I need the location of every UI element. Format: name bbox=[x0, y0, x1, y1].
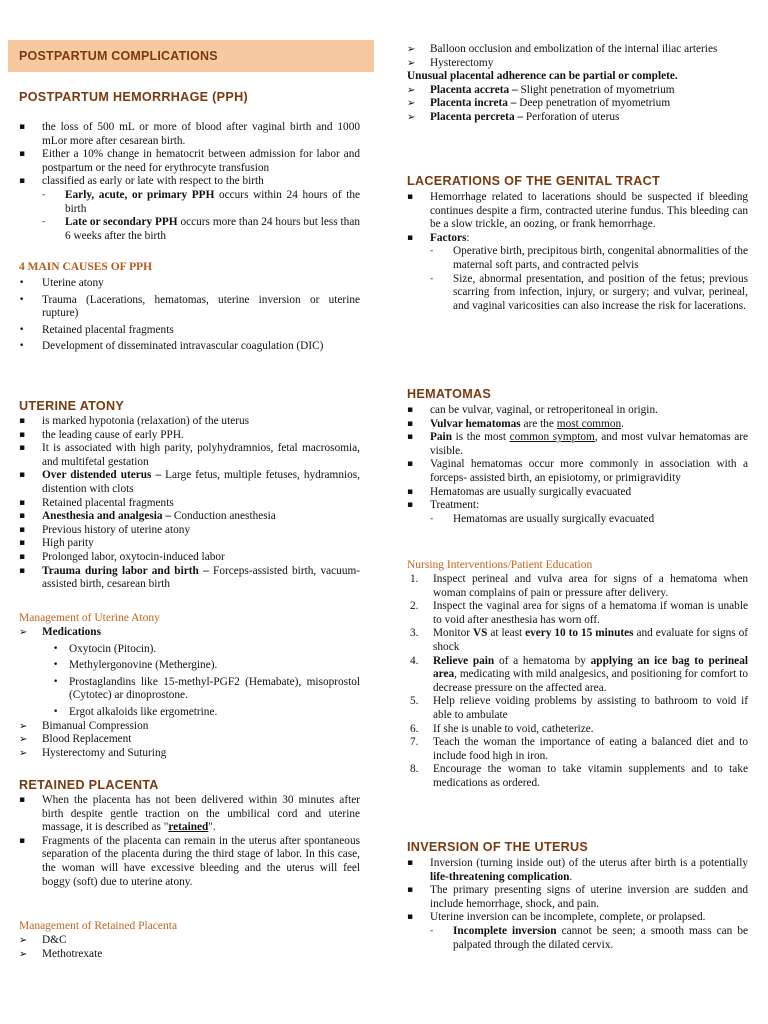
list-item: ▪ Treatment: bbox=[407, 499, 480, 512]
sub-item: - Size, abnormal presentation, and position of the fetus; previous scarring from infection, injury, or surgery; and vulvar, perineal, and vaginal varicosities can also increase the risk for lacerations. bbox=[430, 272, 748, 312]
list-item: ➢ Placenta accreta – Slight penetration of myometrium bbox=[407, 83, 675, 96]
retained-heading: RETAINED PLACENTA bbox=[19, 778, 159, 792]
lacerations-heading: LACERATIONS OF THE GENITAL TRACT bbox=[407, 174, 661, 188]
nursing-heading: Nursing Interventions/Patient Education bbox=[407, 559, 593, 571]
list-item: ➢ Hysterectomy and Suturing bbox=[19, 746, 167, 759]
numbered-item: 5. Help relieve voiding problems by assisting to bathroom to void if able to ambulate bbox=[410, 695, 748, 721]
inversion-heading: INVERSION OF THE UTERUS bbox=[407, 840, 589, 854]
list-item: ➢ D&C bbox=[19, 934, 67, 946]
list-item: ▪ Over distended uterus – Large fetus, multiple fetuses, hydramnios, distention with clots bbox=[19, 469, 360, 495]
section-banner bbox=[8, 40, 374, 72]
list-item: ▪ The primary presenting signs of uterine inversion are sudden and include hemorrhage, shock, and pain. bbox=[407, 884, 748, 910]
sub-item: - Incomplete inversion cannot be seen; a smooth mass can be palpated through the dilated cervix. bbox=[430, 924, 748, 951]
retained-mgmt-heading: Management of Retained Placenta bbox=[19, 920, 178, 932]
list-item: ➢ Hysterectomy bbox=[407, 56, 494, 69]
list-item: • Development of disseminated intravascular coagulation (DIC) bbox=[19, 340, 324, 353]
retained-mgmt-list bbox=[19, 934, 360, 961]
list-item: ▪ Vulvar hematomas are the most common. bbox=[407, 417, 624, 430]
list-item: ➢ Balloon occlusion and embolization of the internal iliac arteries bbox=[407, 43, 718, 55]
numbered-item: 3. Monitor VS at least every 10 to 15 minutes and evaluate for signs of shock bbox=[410, 627, 748, 653]
list-item: ➢ Methotrexate bbox=[19, 947, 103, 960]
sub-item: - Early, acute, or primary PPH occurs within 24 hours of the birth bbox=[42, 188, 360, 215]
numbered-item: 8. Encourage the woman to take vitamin supplements and to take medications as ordered. bbox=[410, 763, 748, 789]
atony-list bbox=[19, 415, 360, 592]
hematomas-heading: HEMATOMAS bbox=[407, 387, 492, 401]
list-item: ▪ Vaginal hematomas occur more commonly in association with a forceps- assisted birth, an episiotomy, or primigravidity bbox=[407, 458, 748, 484]
list-item: ▪ is marked hypotonia (relaxation) of the uterus bbox=[19, 415, 250, 427]
numbered-item: 7. Teach the woman the importance of eating a balanced diet and to include food high in iron. bbox=[410, 736, 748, 762]
med-item: • Oxytocin (Pitocin). bbox=[53, 642, 157, 655]
list-item: ➢ Bimanual Compression bbox=[19, 719, 149, 732]
atony-mgmt-list bbox=[19, 626, 360, 760]
list-item: ▪ Hemorrhage related to lacerations should be suspected if bleeding continues despite a firm, contracted uterine fundus. This bleeding can be a slow trickle, an oozing, or frank hemorrhage. bbox=[407, 191, 748, 231]
list-item: ▪ Pain is the most common symptom, and most vulvar hematomas are visible. bbox=[407, 431, 748, 457]
list-item: ▪ High parity bbox=[19, 537, 94, 550]
list-item: ▪ Trauma during labor and birth – Forceps-assisted birth, vacuum-assisted birth, cesarean birth bbox=[19, 564, 361, 591]
placenta-types-list bbox=[407, 43, 748, 125]
numbered-item: 1. Inspect perineal and vulva area for signs of a hematoma when woman complains of pain or pressure after delivery. bbox=[410, 573, 748, 599]
sub-item: - Operative birth, precipitous birth, congenital abnormalities of the maternal soft parts, and contracted pelvis bbox=[430, 245, 748, 271]
list-item: ▪ can be vulvar, vaginal, or retroperitoneal in origin. bbox=[407, 404, 658, 416]
sub-item: - Hematomas are usually surgically evacuated bbox=[430, 512, 655, 525]
list-item: • Retained placental fragments bbox=[19, 323, 174, 336]
list-item: ➢ Placenta increta – Deep penetration of myometrium bbox=[407, 97, 671, 110]
list-item: ▪ It is associated with high parity, polyhydramnios, fetal macrosomia, and multifetal gestation bbox=[19, 442, 360, 468]
list-item: ➢ Medications bbox=[19, 626, 101, 638]
list-item: ➢ Placenta percreta – Perforation of uterus bbox=[407, 110, 620, 123]
med-item: • Ergot alkaloids like ergometrine. bbox=[53, 705, 218, 718]
numbered-item: 4. Relieve pain of a hematoma by applying an ice bag to perineal area, medicating with mild analgesics, and positioning for comfort to decrease pressure on the affected area. bbox=[410, 654, 748, 694]
list-item: ▪ Factors: bbox=[407, 231, 470, 244]
med-item: • Methylergonovine (Methergine). bbox=[53, 659, 218, 672]
list-item: ▪ Hematomas are usually surgically evacuated bbox=[407, 485, 632, 498]
pph-list bbox=[19, 121, 360, 243]
lacerations-list bbox=[407, 191, 748, 313]
list-item: ▪ Uterine inversion can be incomplete, complete, or prolapsed. bbox=[407, 911, 706, 924]
numbered-item: 6. If she is unable to void, catheterize. bbox=[410, 722, 594, 735]
list-item: ▪ Retained placental fragments bbox=[19, 496, 174, 509]
causes-heading: 4 MAIN CAUSES OF PPH bbox=[19, 261, 153, 273]
banner-title: POSTPARTUM COMPLICATIONS bbox=[19, 49, 218, 63]
list-item: ▪ When the placenta has not been delivered within 30 minutes after birth despite gentle traction on the umbilical cord and uterine massage, it is described as "retained". bbox=[19, 794, 360, 834]
list-item: • Trauma (Lacerations, hematomas, uterine inversion or uterine rupture) bbox=[19, 293, 360, 320]
list-item: ▪ Prolonged labor, oxytocin-induced labor bbox=[19, 550, 225, 563]
list-item: ▪ Previous history of uterine atony bbox=[19, 523, 191, 536]
causes-list bbox=[19, 277, 360, 354]
list-item: ▪ Inversion (turning inside out) of the uterus after birth is a potentially life-threatening complication. bbox=[407, 857, 748, 883]
inversion-list bbox=[407, 857, 748, 952]
list-item: ▪ the leading cause of early PPH. bbox=[19, 428, 184, 441]
list-item: ▪ Anesthesia and analgesia – Conduction anesthesia bbox=[19, 510, 276, 523]
list-item: ▪ the loss of 500 mL or more of blood after vaginal birth and 1000 mLor more after cesarean birth. bbox=[19, 121, 360, 147]
pph-heading: POSTPARTUM HEMORRHAGE (PPH) bbox=[19, 90, 248, 104]
list-item: • Uterine atony bbox=[19, 277, 104, 289]
retained-list bbox=[19, 794, 360, 889]
hematomas-list bbox=[407, 404, 748, 526]
adherence-note: Unusual placental adherence can be partial or complete. bbox=[407, 70, 678, 83]
atony-mgmt-heading: Management of Uterine Atony bbox=[19, 612, 160, 624]
list-item: ➢ Blood Replacement bbox=[19, 733, 132, 746]
list-item: ▪ Either a 10% change in hematocrit between admission for labor and postpartum or the need for erythrocyte transfusion bbox=[19, 148, 360, 174]
med-item: • Prostaglandins like 15-methyl-PGF2 (Hemabate), misoprostol (Cytotec) ar dinoprostone. bbox=[53, 675, 360, 702]
list-item: ▪ classified as early or late with respect to the birth bbox=[19, 175, 264, 188]
numbered-item: 2. Inspect the vaginal area for signs of a hematoma if woman is unable to void after anesthesia has worn off. bbox=[410, 600, 748, 626]
sub-item: - Late or secondary PPH occurs more than 24 hours but less than 6 weeks after the birth bbox=[42, 216, 360, 242]
atony-heading: UTERINE ATONY bbox=[19, 399, 125, 413]
nursing-list bbox=[407, 573, 748, 791]
list-item: ▪ Fragments of the placenta can remain in the uterus after spontaneous separation of the placenta during the third stage of labor. In this case, the woman will have excessive bleeding and the uterus will feel boggy (soft) due to uterine atony. bbox=[19, 834, 360, 888]
